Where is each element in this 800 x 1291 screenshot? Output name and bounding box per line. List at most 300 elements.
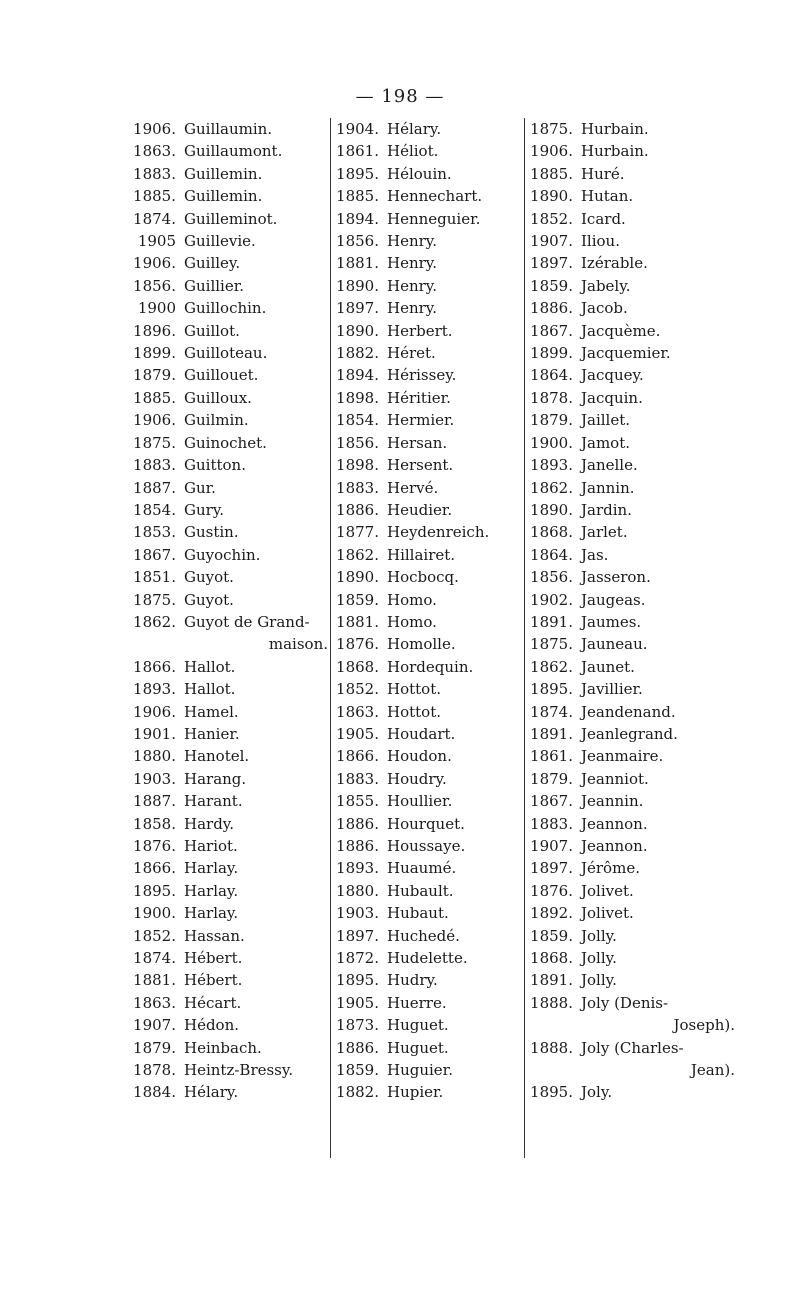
entry-year: 1854.	[133, 500, 176, 519]
entry-name: Henry.	[387, 299, 438, 318]
entry-name: Harant.	[184, 792, 243, 811]
entry-year: 1855.	[336, 792, 379, 811]
list-item	[331, 275, 523, 297]
entry-name: Hérissey.	[387, 366, 457, 385]
entry-name: Jaunet.	[581, 657, 635, 676]
entry-name: Hamel.	[184, 702, 239, 721]
entry-year: 1906.	[133, 702, 176, 721]
list-item	[525, 925, 735, 947]
list-item	[128, 252, 328, 274]
list-item	[331, 835, 523, 857]
entry-year: 1905.	[336, 724, 379, 743]
entry-year: 1859.	[530, 926, 573, 945]
entry-year: 1875.	[530, 120, 573, 138]
entry-year: 1902.	[530, 590, 573, 609]
entry-name: Janelle.	[581, 456, 638, 475]
entry-name: Jacquin.	[581, 388, 643, 407]
entry-year: 1890.	[336, 276, 379, 295]
entry-year: 1890.	[336, 321, 379, 340]
list-item	[128, 409, 328, 431]
entry-year: 1895.	[336, 164, 379, 183]
entry-name: Hallot.	[184, 680, 236, 699]
list-item	[331, 364, 523, 386]
entry-year: 1878.	[530, 388, 573, 407]
list-item	[331, 297, 523, 319]
entry-year: 1876.	[133, 837, 176, 855]
entry-name: Jeanlegrand.	[581, 724, 678, 743]
entry-year: 1897.	[336, 299, 379, 318]
entry-year: 1903.	[133, 769, 176, 788]
entry-year: 1887.	[133, 478, 176, 497]
entry-year: 1900	[137, 299, 176, 318]
entry-year: 1879.	[530, 769, 573, 788]
list-item	[128, 969, 328, 991]
entry-year: 1866.	[336, 747, 379, 766]
entry-year: 1890.	[336, 568, 379, 587]
entry-name: Guilloteau.	[184, 344, 268, 363]
list-item	[331, 521, 523, 543]
list-item	[128, 499, 328, 521]
list-item	[128, 1059, 328, 1081]
entry-name: Hurbain.	[581, 142, 649, 161]
entry-year: 1888.	[530, 993, 573, 1012]
entry-name: Jacquème.	[581, 321, 661, 340]
entry-name: Hélouin.	[387, 164, 452, 183]
entry-year: 1852.	[530, 209, 573, 228]
list-item	[128, 387, 328, 409]
entry-name: Iliou.	[581, 232, 620, 251]
entry-name: Hennechart.	[387, 187, 483, 206]
list-item	[331, 813, 523, 835]
list-item	[331, 342, 523, 364]
list-item	[525, 275, 735, 297]
list-item	[128, 723, 328, 745]
entry-year: 1896.	[133, 321, 176, 340]
entry-name: Guyochin.	[184, 545, 261, 564]
entry-name: Hersan.	[387, 433, 448, 452]
entry-year: 1859.	[336, 590, 379, 609]
entry-year: 1874.	[530, 702, 573, 721]
entry-name: Guillemin.	[184, 187, 263, 206]
entry-year: 1862.	[530, 478, 573, 497]
list-item	[128, 477, 328, 499]
entry-year: 1867.	[530, 321, 573, 340]
entry-year: 1873.	[336, 1016, 379, 1035]
list-item	[331, 678, 523, 700]
entry-year: 1891.	[530, 971, 573, 990]
entry-name: Heydenreich.	[387, 523, 490, 542]
list-item	[525, 678, 735, 700]
entry-year: 1899.	[133, 344, 176, 363]
entry-year: 1879.	[530, 411, 573, 430]
entry-year: 1881.	[133, 971, 176, 990]
entry-name: Javillier.	[581, 680, 643, 699]
entry-year: 1905	[137, 232, 176, 251]
entry-year: 1895.	[530, 680, 573, 699]
entry-year: 1895.	[336, 971, 379, 990]
entry-name: Harlay.	[184, 881, 239, 900]
entry-year: 1906.	[133, 254, 176, 273]
entry-year: 1859.	[336, 1061, 379, 1080]
list-item	[525, 723, 735, 745]
entry-year: 1879.	[133, 366, 176, 385]
column-1	[128, 118, 328, 1104]
entry-year: 1881.	[336, 254, 379, 273]
entry-year: 1862.	[530, 657, 573, 676]
entry-year: 1867.	[133, 545, 176, 564]
entry-name: Heinbach.	[184, 1038, 262, 1057]
entry-name: Jabely.	[581, 276, 631, 295]
entry-name: Huguet.	[387, 1016, 449, 1035]
entry-year: 1885.	[133, 187, 176, 206]
entry-year: 1900.	[530, 433, 573, 452]
entry-year: 1883.	[133, 164, 176, 183]
entry-year: 1885.	[133, 388, 176, 407]
entry-year: 1898.	[336, 388, 379, 407]
entry-name: Jaillet.	[581, 411, 631, 430]
entry-name: Hersent.	[387, 456, 454, 475]
entry-name: Guinochet.	[184, 433, 267, 452]
entry-name: Guyot de Grand-	[184, 612, 310, 631]
entry-name: maison.	[268, 635, 328, 654]
entry-name: Guilmin.	[184, 411, 249, 430]
entry-year: 1879.	[133, 1038, 176, 1057]
entry-name: Jacquey.	[581, 366, 644, 385]
entry-name: Hardy.	[184, 814, 235, 833]
entry-name: Herbert.	[387, 321, 453, 340]
entry-name: Hébert.	[184, 949, 243, 968]
entry-name: Jacob.	[581, 299, 628, 318]
list-item	[525, 813, 735, 835]
entry-year: 1885.	[530, 164, 573, 183]
list-item	[128, 208, 328, 230]
entry-year: 1903.	[336, 904, 379, 923]
list-item	[525, 947, 735, 969]
entry-year: 1864.	[530, 366, 573, 385]
entry-year: 1866.	[133, 657, 176, 676]
list-item	[128, 880, 328, 902]
list-item	[128, 163, 328, 185]
list-item	[128, 140, 328, 162]
entry-year: 1868.	[530, 523, 573, 542]
entry-year: 1881.	[336, 612, 379, 631]
entry-year: 1880.	[336, 881, 379, 900]
entry-name: Jeannin.	[581, 792, 644, 811]
entry-name: Guitton.	[184, 456, 246, 475]
entry-name: Jardin.	[581, 500, 632, 519]
list-item	[525, 1081, 735, 1103]
entry-year: 1880.	[133, 747, 176, 766]
entry-name: Hourquet.	[387, 814, 465, 833]
entry-year: 1887.	[133, 792, 176, 811]
list-item	[331, 185, 523, 207]
entry-year: 1882.	[336, 344, 379, 363]
list-item	[525, 454, 735, 476]
entry-year: 1884.	[133, 1083, 176, 1102]
list-item	[128, 454, 328, 476]
entry-year: 1875.	[133, 433, 176, 452]
entry-year: 1856.	[336, 433, 379, 452]
entry-year: 1885.	[336, 187, 379, 206]
entry-year: 1894.	[336, 366, 379, 385]
entry-name: Jauneau.	[581, 635, 648, 654]
entry-year: 1874.	[133, 209, 176, 228]
entry-year: 1858.	[133, 814, 176, 833]
entry-year: 1876.	[530, 881, 573, 900]
entry-year: 1886.	[336, 1038, 379, 1057]
entry-name: Joly (Denis-	[581, 993, 669, 1012]
list-item	[525, 589, 735, 611]
entry-year: 1906.	[133, 120, 176, 138]
entry-year: 1906.	[530, 142, 573, 161]
entry-name: Jolly.	[581, 926, 617, 945]
list-item	[525, 320, 735, 342]
list-item	[331, 902, 523, 924]
entry-name: Hocbocq.	[387, 568, 459, 587]
entry-year: 1888.	[530, 1038, 573, 1057]
entry-name: Hécart.	[184, 993, 242, 1012]
entry-name: Hanotel.	[184, 747, 250, 766]
list-item	[525, 521, 735, 543]
entry-name: Guillaumont.	[184, 142, 283, 161]
list-item	[331, 409, 523, 431]
entry-year: 1886.	[336, 814, 379, 833]
entry-year: 1853.	[133, 523, 176, 542]
list-item	[128, 925, 328, 947]
entry-year: 1863.	[133, 142, 176, 161]
entry-name: Jannin.	[581, 478, 635, 497]
entry-year: 1883.	[336, 769, 379, 788]
entry-name: Hordequin.	[387, 657, 474, 676]
entry-name: Hurbain.	[581, 120, 649, 138]
list-item	[331, 499, 523, 521]
entry-year: 1863.	[133, 993, 176, 1012]
list-item	[525, 880, 735, 902]
entry-year: 1886.	[336, 837, 379, 855]
entry-name: Heudier.	[387, 500, 453, 519]
entry-year: 1868.	[530, 949, 573, 968]
column-2	[330, 118, 523, 1158]
list-item	[525, 992, 735, 1014]
list-item	[525, 208, 735, 230]
list-item	[525, 701, 735, 723]
entry-year: 1877.	[336, 523, 379, 542]
list-item	[525, 499, 735, 521]
entry-year: 1862.	[133, 612, 176, 631]
entry-name: Jaugeas.	[581, 590, 646, 609]
entry-year: 1895.	[133, 881, 176, 900]
entry-name: Hudelette.	[387, 949, 468, 968]
list-item	[525, 185, 735, 207]
list-item	[331, 140, 523, 162]
entry-name: Guyot.	[184, 568, 234, 587]
list-item	[128, 1081, 328, 1103]
entry-year: 1886.	[530, 299, 573, 318]
list-item	[128, 230, 328, 252]
entry-name: Guillaumin.	[184, 120, 273, 138]
entry-name: Hottot.	[387, 680, 441, 699]
entry-name: Hubault.	[387, 881, 454, 900]
list-item	[128, 185, 328, 207]
list-item	[331, 208, 523, 230]
list-item	[128, 1014, 328, 1036]
entry-name: Huguet.	[387, 1038, 449, 1057]
entry-name: Jas.	[581, 545, 609, 564]
list-item	[128, 364, 328, 386]
entry-name: Joseph).	[673, 1016, 735, 1035]
entry-name: Guillouet.	[184, 366, 259, 385]
entry-name: Guilloux.	[184, 388, 252, 407]
list-item	[331, 163, 523, 185]
entry-year: 1854.	[336, 411, 379, 430]
list-item	[525, 364, 735, 386]
list-item	[525, 1059, 735, 1081]
list-item	[128, 835, 328, 857]
list-item	[128, 432, 328, 454]
entry-year: 1861.	[530, 747, 573, 766]
entry-year: 1856.	[530, 568, 573, 587]
entry-name: Jean).	[690, 1061, 735, 1080]
entry-year: 1883.	[336, 478, 379, 497]
list-item	[331, 432, 523, 454]
entry-year: 1897.	[336, 926, 379, 945]
list-item	[331, 925, 523, 947]
list-item	[331, 701, 523, 723]
entry-name: Gur.	[184, 478, 216, 497]
entry-year: 1904.	[336, 120, 379, 138]
entry-name: Jeandenand.	[581, 702, 676, 721]
entry-year: 1897.	[530, 859, 573, 878]
entry-year: 1883.	[530, 814, 573, 833]
entry-name: Huaumé.	[387, 859, 457, 878]
entry-year: 1874.	[133, 949, 176, 968]
list-item	[525, 611, 735, 633]
entry-year: 1875.	[530, 635, 573, 654]
list-item	[525, 790, 735, 812]
entry-year: 1859.	[530, 276, 573, 295]
entry-name: Hillairet.	[387, 545, 456, 564]
entry-name: Harlay.	[184, 904, 239, 923]
entry-name: Homo.	[387, 590, 437, 609]
entry-name: Henry.	[387, 254, 438, 273]
entry-name: Guillier.	[184, 276, 244, 295]
list-item	[331, 723, 523, 745]
list-item	[525, 745, 735, 767]
list-item	[128, 745, 328, 767]
list-item	[525, 969, 735, 991]
list-item	[331, 566, 523, 588]
entry-year: 1905.	[336, 993, 379, 1012]
list-item	[331, 387, 523, 409]
entry-name: Huguier.	[387, 1061, 453, 1080]
entry-name: Icard.	[581, 209, 626, 228]
list-item	[128, 813, 328, 835]
entry-name: Homolle.	[387, 635, 456, 654]
list-item	[331, 320, 523, 342]
entry-year: 1893.	[530, 456, 573, 475]
entry-year: 1856.	[133, 276, 176, 295]
entry-name: Gustin.	[184, 523, 239, 542]
entry-year: 1893.	[133, 680, 176, 699]
entry-year: 1900.	[133, 904, 176, 923]
entry-name: Hélary.	[184, 1083, 239, 1102]
list-item	[331, 880, 523, 902]
entry-name: Gury.	[184, 500, 225, 519]
list-item	[128, 342, 328, 364]
list-item	[525, 118, 735, 140]
entry-name: Hermier.	[387, 411, 455, 430]
entry-year: 1897.	[530, 254, 573, 273]
list-item	[128, 857, 328, 879]
entry-name: Héritier.	[387, 388, 451, 407]
entry-name: Hébert.	[184, 971, 243, 990]
entry-name: Hervé.	[387, 478, 439, 497]
entry-year: 1868.	[336, 657, 379, 676]
list-item	[128, 589, 328, 611]
entry-name: Jeanniot.	[581, 769, 649, 788]
entry-year: 1898.	[336, 456, 379, 475]
list-item	[331, 857, 523, 879]
entry-year: 1862.	[336, 545, 379, 564]
entry-name: Guyot.	[184, 590, 234, 609]
entry-name: Héliot.	[387, 142, 439, 161]
list-item	[525, 387, 735, 409]
list-item	[331, 768, 523, 790]
entry-name: Joly (Charles-	[581, 1038, 684, 1057]
entry-year: 1907.	[530, 232, 573, 251]
list-item	[331, 1037, 523, 1059]
entry-name: Henry.	[387, 276, 438, 295]
list-item	[525, 566, 735, 588]
list-item	[525, 409, 735, 431]
entry-name: Jolly.	[581, 949, 617, 968]
entry-name: Henry.	[387, 232, 438, 251]
list-item	[525, 252, 735, 274]
list-item	[525, 902, 735, 924]
list-item	[128, 544, 328, 566]
entry-name: Jamot.	[581, 433, 631, 452]
page-number: — 198 —	[355, 86, 445, 107]
list-item	[128, 633, 328, 655]
entry-year: 1891.	[530, 612, 573, 631]
list-item	[525, 633, 735, 655]
entry-name: Guilleminot.	[184, 209, 278, 228]
list-item	[128, 678, 328, 700]
list-item	[331, 745, 523, 767]
entry-name: Jaumes.	[581, 612, 642, 631]
entry-name: Homo.	[387, 612, 437, 631]
entry-name: Houdry.	[387, 769, 447, 788]
entry-name: Hottot.	[387, 702, 441, 721]
entry-year: 1892.	[530, 904, 573, 923]
entry-year: 1867.	[530, 792, 573, 811]
entry-name: Hubaut.	[387, 904, 449, 923]
entry-year: 1891.	[530, 724, 573, 743]
entry-name: Izérable.	[581, 254, 648, 273]
list-item	[525, 1014, 735, 1036]
list-item	[331, 969, 523, 991]
entry-name: Guillemin.	[184, 164, 263, 183]
entry-year: 1907.	[133, 1016, 176, 1035]
entry-name: Houdart.	[387, 724, 456, 743]
entry-name: Hudry.	[387, 971, 438, 990]
entry-year: 1886.	[336, 500, 379, 519]
list-item	[128, 611, 328, 633]
list-item	[525, 297, 735, 319]
list-item	[128, 701, 328, 723]
entry-name: Hutan.	[581, 187, 634, 206]
entry-year: 1901.	[133, 724, 176, 743]
